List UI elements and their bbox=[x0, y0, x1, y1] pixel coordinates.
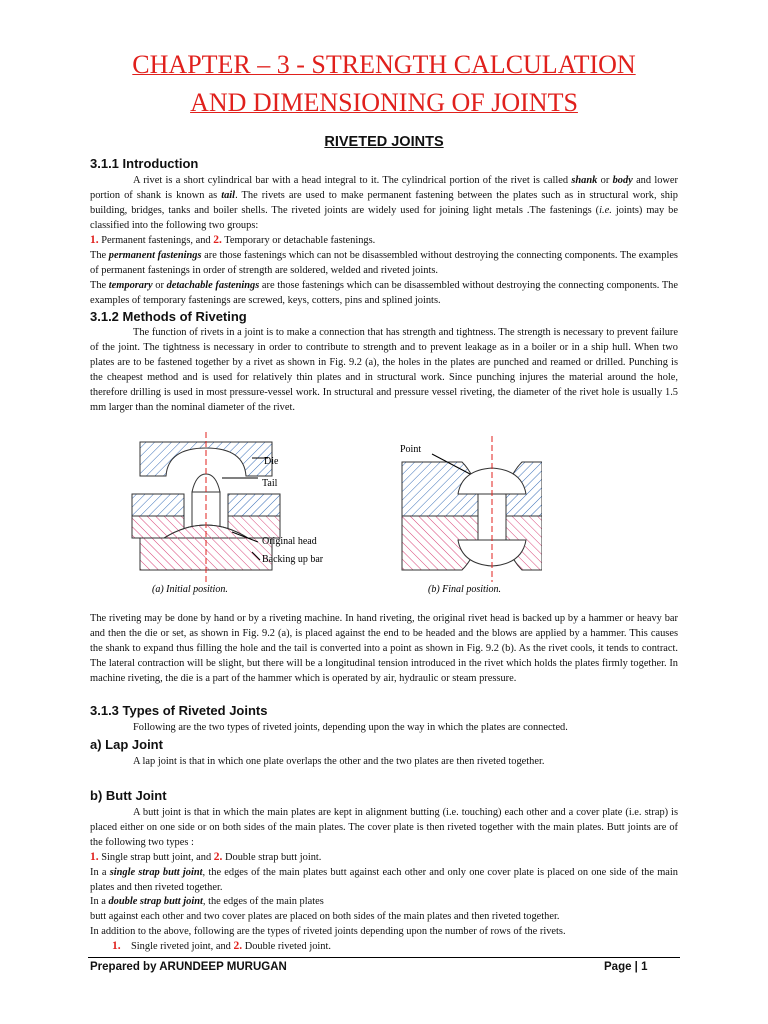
butt-joint-types: 1. Single strap butt joint, and 2. Double strap butt joint. bbox=[90, 851, 322, 863]
temporary-fastenings-text: The temporary or detachable fastenings are those fastenings which can be disassembled without destroying the connecting components. The examples of temporary fastenings are screwed, keys, cotters, pins and splined joints. bbox=[90, 280, 678, 306]
footer-prepared-by: Prepared by ARUNDEEP MURUGAN bbox=[90, 961, 287, 973]
methods-heading: 3.1.2 Methods of Riveting bbox=[90, 309, 247, 324]
intro-heading: 3.1.1 Introduction bbox=[90, 156, 199, 171]
page-label: Page | bbox=[604, 961, 642, 973]
permanent-fastenings-text: The permanent fastenings are those fastenings which can not be disassembled without destroying the connecting components. The examples of permanent fastenings in order of strength are soldered, welded and riveted joints. bbox=[90, 250, 678, 276]
label-original-head: Original head bbox=[262, 536, 317, 547]
types-heading: 3.1.3 Types of Riveted Joints bbox=[90, 703, 268, 718]
fastening-groups: 1. Permanent fastenings, and 2. Temporary or detachable fastenings. bbox=[90, 234, 376, 246]
footer-page bbox=[604, 961, 648, 973]
label-point: Point bbox=[400, 444, 422, 455]
lap-joint-heading: a) Lap Joint bbox=[90, 737, 163, 752]
riveted-joints-heading: RIVETED JOINTS bbox=[324, 134, 444, 150]
double-strap-continued: butt against each other and two cover plates are placed on both sides of the main plates and then riveted together. bbox=[90, 911, 560, 922]
rows-types: 1. Single riveted joint, and 2. Double riveted joint. bbox=[112, 940, 331, 952]
label-backing-up-bar: Backing up bar bbox=[262, 554, 324, 565]
chapter-title-line1: CHAPTER – 3 - STRENGTH CALCULATION bbox=[132, 50, 636, 79]
methods-paragraph-1: The function of rivets in a joint is to make a connection that has strength and tightness. The strength is necessary to prevent failure of the joint. The tightness is necessary in order to contribute to strength and to prevent leakage as in a boiler or in a ship hull. When two plates are to be fastened together by a rivet as shown in Fig. 9.2 (a), the holes in the plates are punched and reamed or drilled. Punching is the cheapest method and is used for relatively thin plates and in structural work. Since punching injures the material around the hole, therefore drilling is used in most pressure-vessel work. In structural and pressure vessel riveting, the diameter of the rivet hole is usually 1.5 mm larger than the nominal diameter of the rivet. bbox=[90, 327, 678, 413]
riveting-figure bbox=[122, 432, 542, 600]
chapter-title-line2: AND DIMENSIONING OF JOINTS bbox=[190, 88, 578, 117]
types-paragraph: Following are the two types of riveted joints, depending upon the way in which the plates are connected. bbox=[133, 722, 568, 733]
single-strap-text: In a single strap butt joint, the edges of the main plates butt against each other and only one cover plate is placed on one side of the main plates and then riveted together. bbox=[90, 867, 678, 893]
lap-joint-paragraph: A lap joint is that in which one plate overlaps the other and the two plates are then riveted together. bbox=[133, 756, 545, 767]
caption-b: (b) Final position. bbox=[428, 584, 502, 595]
caption-a: (a) Initial position. bbox=[152, 584, 228, 595]
page-number: 1 bbox=[641, 961, 648, 973]
intro-paragraph: A rivet is a short cylindrical bar with a head integral to it. The cylindrical portion of the rivet is called shank or body and lower portion of shank is known as tail. The rivets are used to make permanent fastening between the plates such as in structural work, ship building, bridges, tanks and boiler shells. The riveted joints are widely used for joining light metals .The fastenings (i.e. joints) may be classified into the following two groups: bbox=[90, 175, 679, 231]
double-strap-text: In a double strap butt joint, the edges of the main plates bbox=[90, 896, 324, 907]
footer-rule bbox=[88, 957, 680, 958]
rows-intro: In addition to the above, following are the types of riveted joints depending upon the number of rows of the rivets. bbox=[90, 926, 566, 937]
butt-joint-heading: b) Butt Joint bbox=[90, 788, 167, 803]
label-tail: Tail bbox=[262, 478, 278, 489]
methods-paragraph-2: The riveting may be done by hand or by a riveting machine. In hand riveting, the original rivet head is backed up by a hammer or heavy bar and then the die or set, as shown in Fig. 9.2 (a), is placed against the end to be headed and the blows are applied by a hammer. This causes the shank to expand thus filling the hole and the tail is converted into a point as shown in Fig. 9.2 (b). As the rivet cools, it tends to contract. The lateral contraction will be slight, but there will be a longitudinal tension introduced in the rivet which holds the plates firmly together. In machine riveting, the die is a part of the hammer which is operated by air, hydraulic or steam pressure. bbox=[90, 613, 678, 684]
label-die: Die bbox=[264, 456, 279, 467]
butt-joint-paragraph: A butt joint is that in which the main plates are kept in alignment butting (i.e. touching) each other and a cover plate (i.e. strap) is placed either on one side or on both sides of the main plates. The cover plate is then riveted together with the main plates. Butt joints are of the following two types : bbox=[90, 807, 678, 848]
